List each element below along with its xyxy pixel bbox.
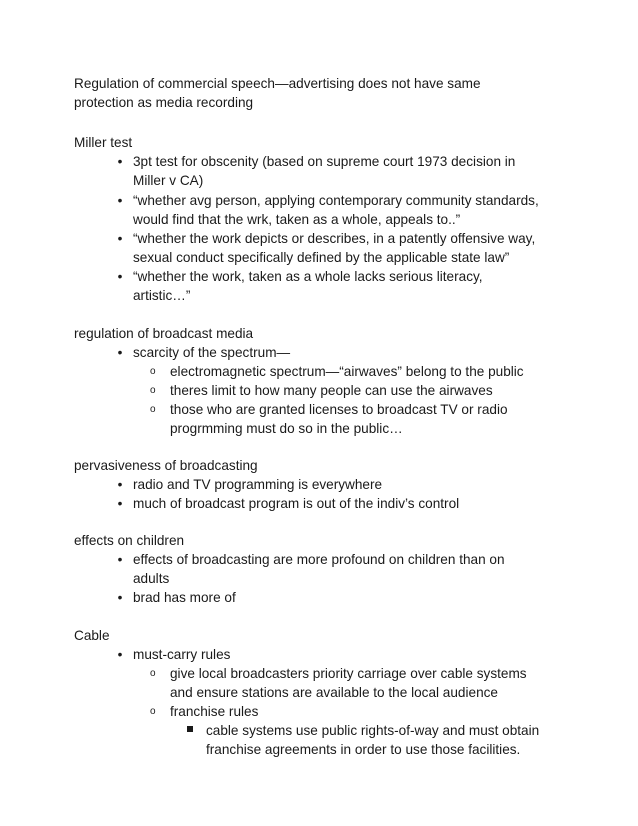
miller-item-line: artistic…” xyxy=(133,288,191,303)
cable-item-text: must-carry rules xyxy=(133,647,231,662)
miller-item-line: Miller v CA) xyxy=(133,173,204,188)
broadcast-subitem-line: those who are granted licenses to broadcast TV or radio xyxy=(170,402,508,417)
pervasive-item-text: radio and TV programming is everywhere xyxy=(133,477,383,492)
cable-subitem-line: franchise rules xyxy=(170,704,259,719)
miller-item-line: 3pt test for obscenity (based on supreme court 1973 decision in xyxy=(133,154,516,169)
sub-bullet-marker: o xyxy=(150,404,156,415)
pervasive-item-text: much of broadcast program is out of the indiv’s control xyxy=(133,496,460,511)
bullet-marker: • xyxy=(117,193,123,208)
bullet-marker: • xyxy=(117,647,123,662)
miller-heading: Miller test xyxy=(74,135,133,150)
broadcast-heading: regulation of broadcast media xyxy=(74,326,254,341)
cable-subitem-line: give local broadcasters priority carriage over cable systems xyxy=(170,666,527,681)
cable-heading: Cable xyxy=(74,628,110,643)
sub-bullet-marker: o xyxy=(150,366,156,377)
bullet-marker: • xyxy=(117,269,123,284)
miller-item-line: sexual conduct specifically defined by the applicable state law” xyxy=(133,250,510,265)
broadcast-item-text: scarcity of the spectrum— xyxy=(133,345,291,360)
cable-subitem-line: and ensure stations are available to the local audience xyxy=(170,685,498,700)
children-item-line: adults xyxy=(133,571,170,586)
children-heading: effects on children xyxy=(74,533,185,548)
miller-item-line: “whether the work depicts or describes, in a patently offensive way, xyxy=(133,231,536,246)
intro-paragraph xyxy=(74,74,554,112)
square-bullet-marker xyxy=(187,726,193,732)
sub-bullet-marker: o xyxy=(150,706,156,717)
pervasive-heading: pervasiveness of broadcasting xyxy=(74,458,258,473)
sub-bullet-marker: o xyxy=(150,668,156,679)
broadcast-subitem-line: progrmming must do so in the public… xyxy=(170,421,403,436)
bullet-marker: • xyxy=(117,552,123,567)
bullet-marker: • xyxy=(117,345,123,360)
miller-item-line: “whether the work, taken as a whole lacks serious literacy, xyxy=(133,269,483,284)
broadcast-subitem-line: electromagnetic spectrum—“airwaves” belong to the public xyxy=(170,364,524,379)
broadcast-subitem-line: theres limit to how many people can use the airwaves xyxy=(170,383,493,398)
bullet-marker: • xyxy=(117,590,123,605)
bullet-marker: • xyxy=(117,154,123,169)
intro-line: Regulation of commercial speech—advertising does not have same xyxy=(74,76,481,91)
sub-bullet-marker: o xyxy=(150,385,156,396)
children-item-line: effects of broadcasting are more profound on children than on xyxy=(133,552,505,567)
miller-item-line: would find that the wrk, taken as a whole, appeals to..” xyxy=(133,212,461,227)
intro-line: protection as media recording xyxy=(74,95,254,110)
bullet-marker: • xyxy=(117,477,123,492)
miller-item-line: “whether avg person, applying contemporary community standards, xyxy=(133,193,539,208)
cable-subsubitem-line: cable systems use public rights-of-way and must obtain xyxy=(206,723,540,738)
cable-subsubitem-line: franchise agreements in order to use those facilities. xyxy=(206,742,521,757)
children-item-line: brad has more of xyxy=(133,590,236,605)
bullet-marker: • xyxy=(117,231,123,246)
bullet-marker: • xyxy=(117,496,123,511)
